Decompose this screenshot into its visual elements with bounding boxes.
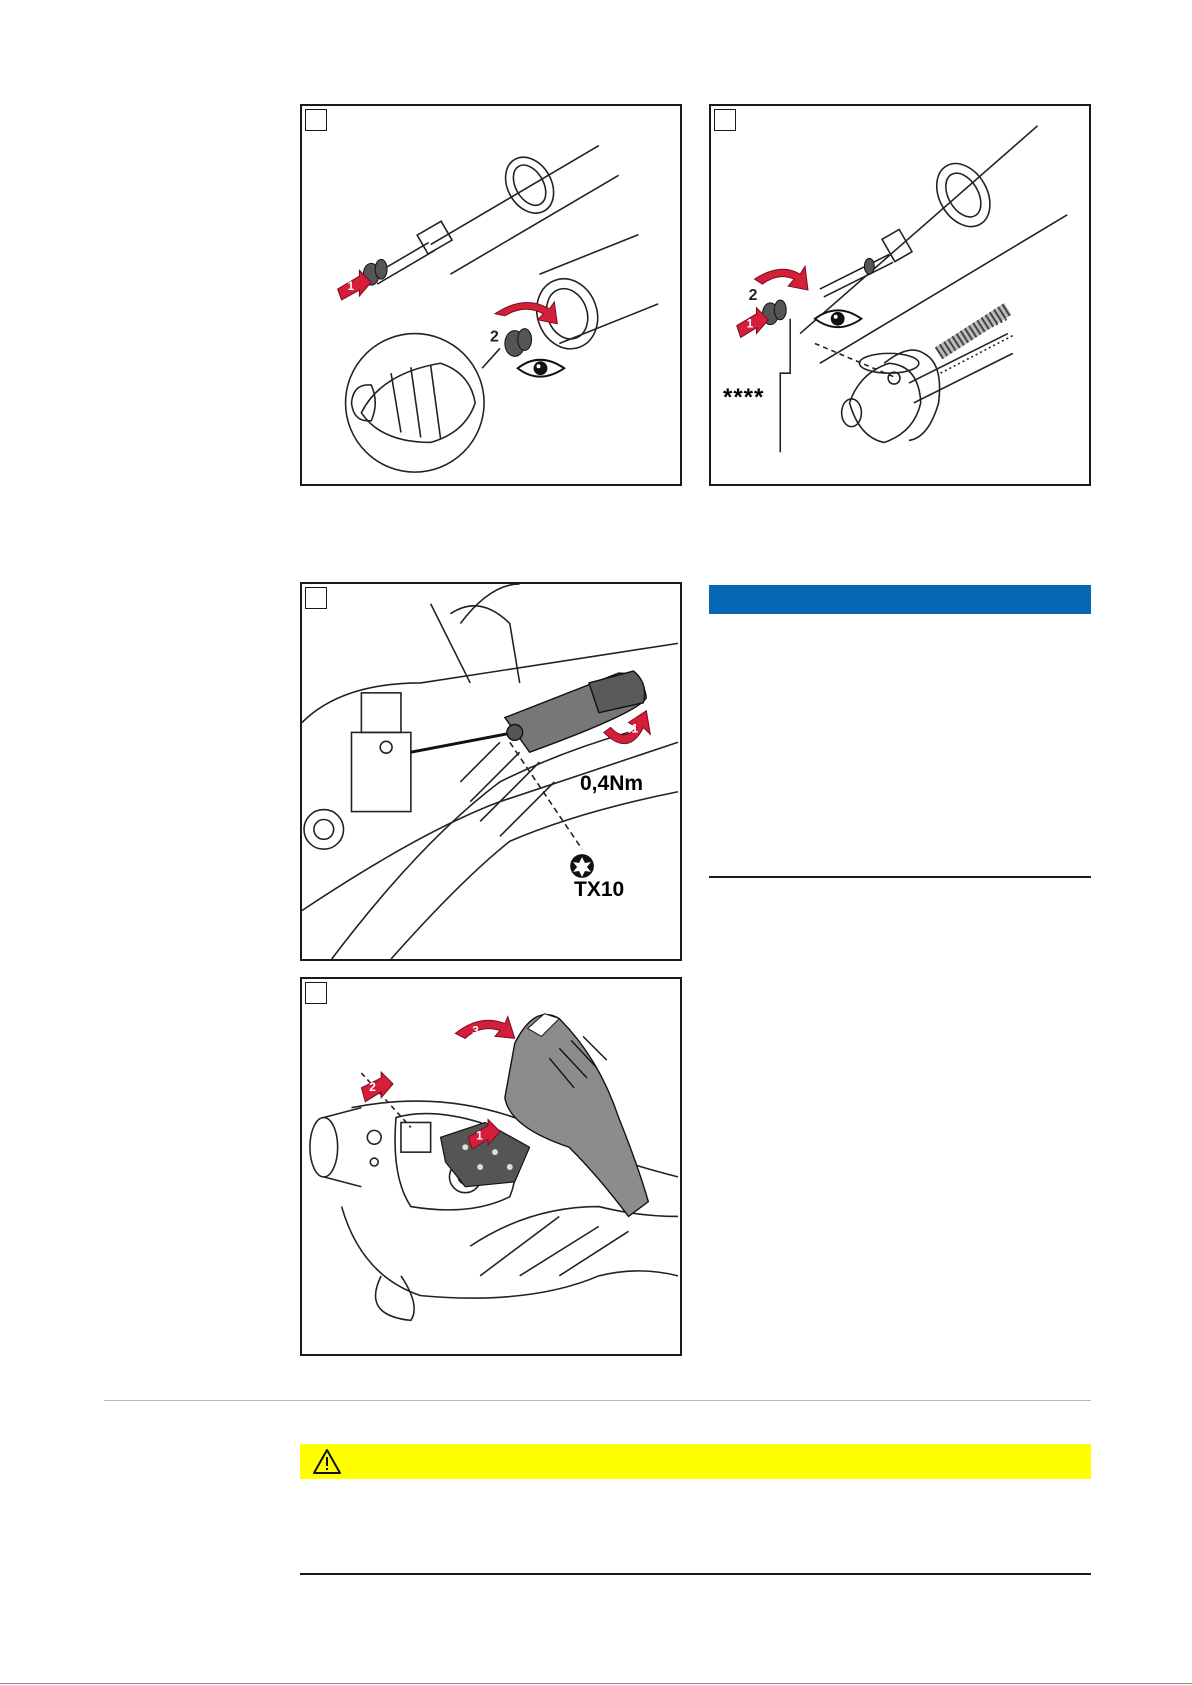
callout-badge: 3 (472, 1023, 479, 1038)
step-number-box (305, 982, 327, 1004)
step-number-box (305, 587, 327, 609)
callout-badge: 1 (631, 721, 639, 736)
torque-value: 0,4Nm (580, 772, 644, 795)
callout-badge: 1 (476, 1128, 483, 1143)
callout-badge: 1 (746, 316, 754, 331)
figure-2-illustration (711, 106, 1089, 484)
figure-1-panel (300, 104, 682, 486)
figure-2-panel (709, 104, 1091, 486)
caution-header-bar (300, 1444, 1091, 1479)
step-number-box (305, 109, 327, 131)
callout-badge: 2 (748, 286, 758, 304)
callout-badge: 1 (347, 279, 355, 294)
caution-bottom-rule (300, 1573, 1091, 1575)
torx-icon (570, 854, 594, 878)
notice-bottom-rule (709, 876, 1091, 878)
warning-triangle-icon (312, 1448, 342, 1475)
figure-3-panel (300, 582, 682, 961)
marker-asterisks: **** (723, 384, 765, 411)
page-bottom-line (0, 1683, 1192, 1684)
notice-header-bar (709, 585, 1091, 614)
eye-icon (815, 310, 862, 327)
eye-icon (518, 360, 565, 377)
figure-4-illustration (302, 979, 680, 1354)
section-divider (104, 1400, 1091, 1401)
figure-1-illustration (302, 106, 680, 484)
tool-size: TX10 (574, 878, 625, 901)
step-number-box (714, 109, 736, 131)
callout-badge: 2 (369, 1079, 376, 1094)
figure-4-panel (300, 977, 682, 1356)
callout-badge: 2 (490, 328, 499, 346)
